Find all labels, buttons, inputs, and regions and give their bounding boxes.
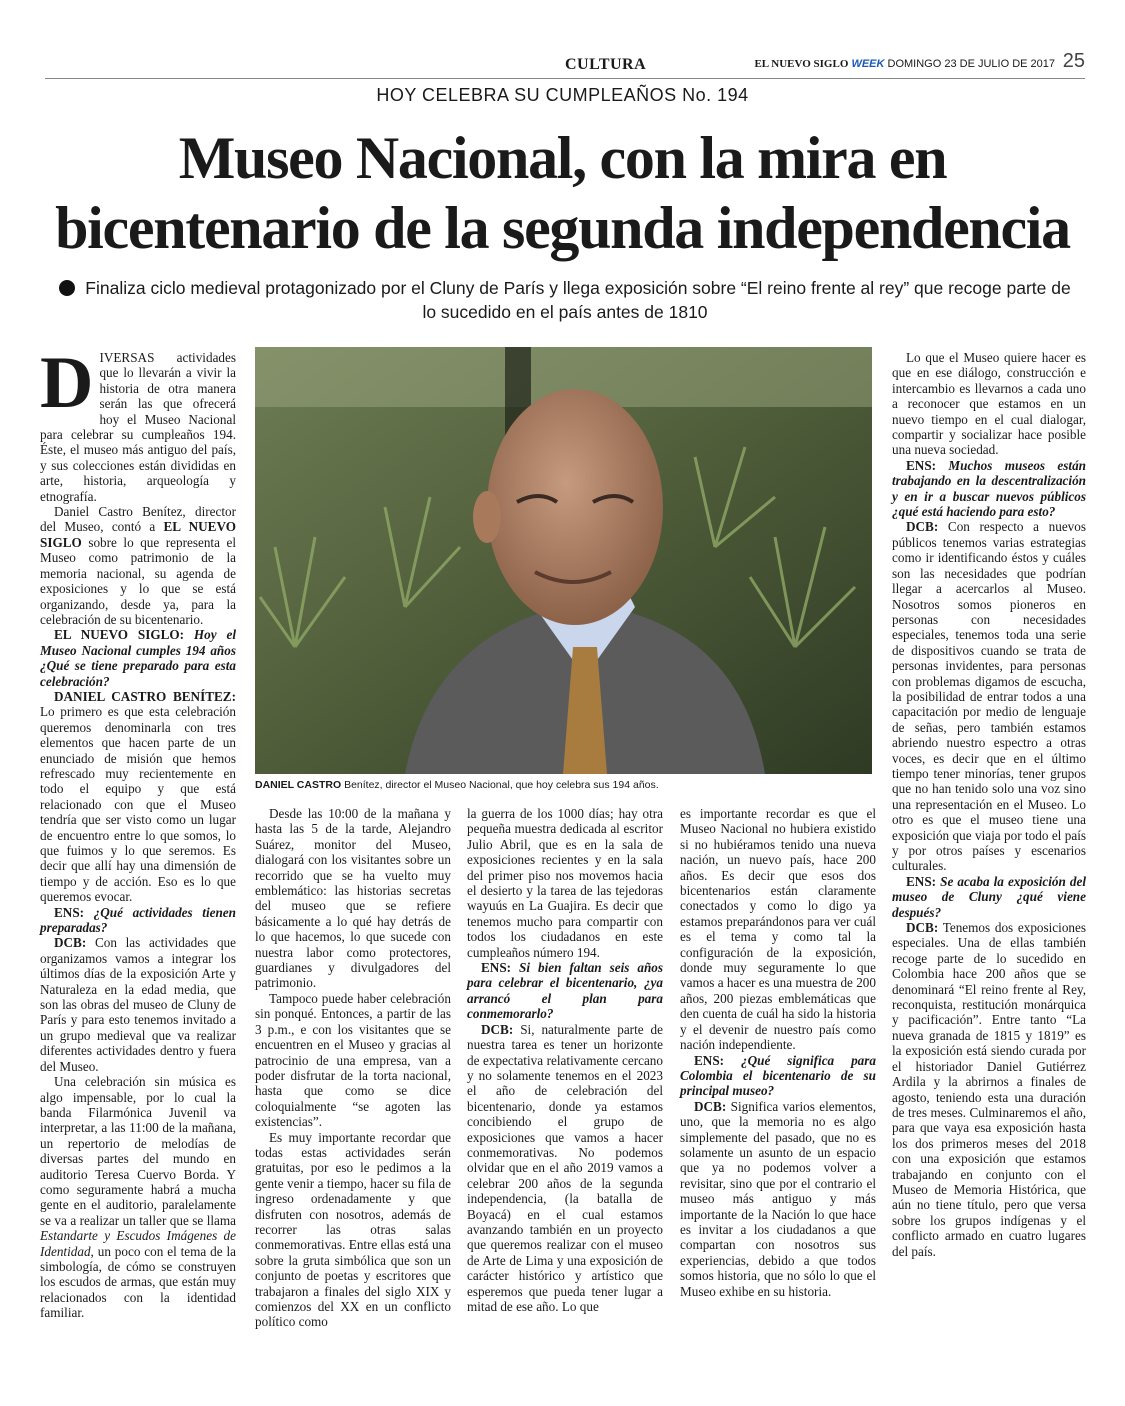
- headline: [20, 123, 1105, 263]
- paragraph: Es muy importante recordar que todas estas actividades serán gratuitas, por eso le pedimos a la gente venir a tiempo, hacer su fila de ingreso ordenadamente y que disfruten con nosotros, además de recorrer las otras salas conmemorativas. Entre ellas está una sobre la gruta simbólica que son un conjunto de poetas y escritores que trabajaron a finales del siglo XIX y comienzos del XX en un conflicto político como: [255, 1129, 451, 1330]
- answer: DCB: Si, naturalmente parte de nuestra tarea es tener un horizonte de expectativa relativamente cercano y no solamente tenemos en el 2023 el año de celebración del bicentenario, donde ya estamos concibiendo el grupo de exposiciones que vamos a hacer conmemorativas. No podemos olvidar que en el año 2019 vamos a celebrar 200 años de la segunda independencia, (la batalla de Boyacá) en el cual estamos avanzando también en un proyecto que queremos realizar con el museo de Arte de Lima y una exposición de carácter histórico y artístico que esperemos que pueda tener lugar a mitad de ese año. Lo que: [467, 1021, 663, 1314]
- paragraph: DIVERSAS actividades que lo llevarán a vivir la historia de otra manera serán las que ofrecerá hoy el Museo Nacional para celebrar su cumpleaños 194. Éste, el museo más antiguo del país, y sus colecciones están divididas en arte, historia, arqueología y etnografía.: [40, 342, 236, 504]
- issue-date: DOMINGO 23 DE JULIO DE 2017: [887, 58, 1055, 70]
- paper-name: EL NUEVO SIGLO: [754, 58, 849, 70]
- paragraph: es importante recordar es que el Museo Nacional no hubiera existido si no hubiéramos tenido una nueva nación, un nuevo país, hace 200 años. Es decir que esos dos bicentenarios están claramente conectados y como lo digo ya estamos preparándonos para ver cuál es el tema y como tal la configuración de la exposición, donde muy seguramente lo que vamos a hacer es una muestra de 200 años, 200 piezas emblemáticas que den cuenta de cuál ha sido la historia y el devenir de nuestro país como nación independiente.: [680, 806, 876, 1053]
- portrait-photo: [255, 347, 872, 774]
- drop-cap: D: [40, 342, 94, 424]
- headline-line-1: Museo Nacional, con la mira en: [178, 125, 947, 191]
- question: EL NUEVO SIGLO: Hoy el Museo Nacional cumples 194 años ¿Qué se tiene preparado para esta celebración?: [40, 627, 236, 689]
- page-header: [45, 52, 1085, 79]
- question: ENS: Si bien faltan seis años para celebrar el bicentenario, ¿ya arrancó el plan para conmemorarlo?: [467, 960, 663, 1022]
- headline-line-2: bicentenario de la segunda independencia: [55, 195, 1070, 261]
- paragraph: Una celebración sin música es algo impensable, por lo cual la banda Filarmónica Juvenil va interpretar, a las 11:00 de la mañana, un repertorio de melodías de diversas partes del mundo en auditorio Teresa Cuervo Borda. Y como seguramente habrá a mucha gente en el auditorio, paralelamente se va a realizar un taller que se llama Estandarte y Escudos Imágenes de Identidad, un poco con el tema de la simbología, de cómo se construyen los escudos de armas, que están muy relacionados con la identidad familiar.: [40, 1074, 236, 1321]
- paragraph: Tampoco puede haber celebración sin ponqué. Entonces, a partir de las 3 p.m., e con los visitantes que se encuentren en el Museo y gracias al patrocinio de una empresa, van a poder disfrutar de la torta nacional, hasta que como se dice coloquialmente “se agoten las existencias”.: [255, 990, 451, 1130]
- question: ENS: Se acaba la exposición del museo de Cluny ¿qué viene después?: [892, 873, 1086, 920]
- paragraph: Desde las 10:00 de la mañana y hasta las 5 de la tarde, Alejandro Suárez, monitor del Museo, dialogará con los visitantes sobre un recorrido que se ha vuelto muy emblemático: las historias secretas del museo que se refiere básicamente a lo qué hay detrás de lo que hacemos, lo que sucede con nuestra labor como protectores, guardianes y divulgadores del patrimonio.: [255, 806, 451, 991]
- answer: DCB: Con respecto a nuevos públicos tenemos varias estrategias como ir identificando éstos y cuáles son las necesidades que podrían llegar a acercarlos al Museo. Nosotros somos pioneros en personas con necesidades especiales, tenemos toda una serie de dispositivos cuando se trata de personas invidentes, para personas con problemas digamos de escucha, la posibilidad de entrar todos a una capacitación por medio de lenguaje de señas, pero también estamos abriendo nuestro espectro a otras voces, es decir que en el último tiempo tener minorías, tener grupos que no han tenido solo una voz sino una representación en el Museo. Lo otro es que el museo tiene una exposición que viaja por todo el país y por otros países y escenarios culturales.: [892, 519, 1086, 874]
- column-5: [892, 350, 1086, 1259]
- column-3: [467, 806, 663, 1314]
- column-1: [40, 342, 236, 1321]
- kicker: HOY CELEBRA SU CUMPLEAÑOS No. 194: [376, 85, 749, 105]
- summary-text: Finaliza ciclo medieval protagonizado por el Cluny de París y llega exposición sobre “El reino frente al rey” que recoge parte de lo sucedido en el país antes de 1810: [85, 278, 1071, 322]
- answer: DANIEL CASTRO BENÍTEZ: Lo primero es que esta celebración queremos denominarla con tres elementos que hacen parte de un enunciado de misión que hemos refrescado muy recientemente en todo el equipo y que está relacionado con que el Museo tendría que ser visto como un lugar de encuentro entre lo que somos, lo que fuimos y lo que seremos. Es decir que allí hay una dimensión de tiempo y de acción. Eso es lo que queremos evocar.: [40, 688, 236, 905]
- masthead: [754, 58, 1055, 70]
- edition-name: WEEK: [851, 58, 885, 70]
- question: ENS: ¿Qué actividades tienen preparadas?: [40, 904, 236, 936]
- section-name: CULTURA: [565, 56, 647, 73]
- column-4: [680, 806, 876, 1299]
- question: ENS: ¿Qué significa para Colombia el bicentenario de su principal museo?: [680, 1052, 877, 1099]
- answer: DCB: Con las actividades que organizamos vamos a integrar los últimos días de la exposición Arte y Naturaleza en la edad media, que son las obras del museo de Cluny de París y para esto tenemos invitado a un grupo medieval que va realizar diferentes actividades dentro y fuera del Museo.: [40, 935, 236, 1074]
- column-2: [255, 806, 451, 1330]
- summary: [55, 276, 1075, 324]
- paragraph: Lo que el Museo quiere hacer es que en ese diálogo, construcción e intercambio es llevarnos a cada uno a reconocer que estamos en un nuevo tiempo en el cual dialogar, compartir y socializar hace posible una nueva sociedad.: [892, 350, 1086, 458]
- paragraph: Daniel Castro Benítez, director del Museo, contó a EL NUEVO SIGLO sobre lo que representa el Museo como patrimonio de la memoria nacional, su agenda de exposiciones y lo que se está organizando, desde ya, para la celebración de su bicentenario.: [40, 504, 236, 627]
- answer: DCB: Significa varios elementos, uno, que la memoria no es algo simplemente del pasado, que no es solamente un asunto de un espacio que ya no podemos volver a revisitar, sino que por el contrario el museo más antiguo y más importante de la Nación lo que hace es invitar a los ciudadanos a que compartan con nosotros sus experiencias, debido a que todos somos historia, que no sólo lo que el Museo exhibe en su historia.: [680, 1098, 876, 1299]
- paragraph: la guerra de los 1000 días; hay otra pequeña muestra dedicada al escritor Julio Abril, que es en la sala de exposiciones recientes y en la sala del primer piso nos movemos hacia el desierto y la tarea de las tejedoras wayuús en La Guajira. Es decir que tenemos mucho para compartir con todos los ciudadanos en este cumpleaños número 194.: [467, 806, 663, 960]
- question: ENS: Muchos museos están trabajando en la descentralización y en ir a buscar nuevos públicos ¿qué está haciendo para esto?: [892, 457, 1087, 520]
- photo-caption: DANIEL CASTRO Benítez, director el Museo Nacional, que hoy celebra sus 194 años.: [255, 779, 659, 791]
- bullet-icon: [59, 280, 75, 296]
- page-number: 25: [1062, 50, 1085, 72]
- answer: DCB: Tenemos dos exposiciones especiales. Una de ellas también recoge parte de lo sucedido en Colombia hace 200 años que se denominará “El reino frente al Rey, reconquista, restitución monárquica y pacificación”. Entre tanto “La nueva granada de 1815 y 1819” es la exposición está siendo curada por el historiador Daniel Gutiérrez Ardila y la abrirnos a finales de agosto, teniendo esta una duración de tres meses. Culminaremos el año, para que vaya esa exposición hasta los dos primeros meses del 2018 con una exposición que estamos trabajando en conjunto con el Museo de Memoria Histórica, que aún no tiene título, pero que versa sobre los grupos indígenas y el conflicto armado en cuatro lugares del país.: [892, 920, 1086, 1259]
